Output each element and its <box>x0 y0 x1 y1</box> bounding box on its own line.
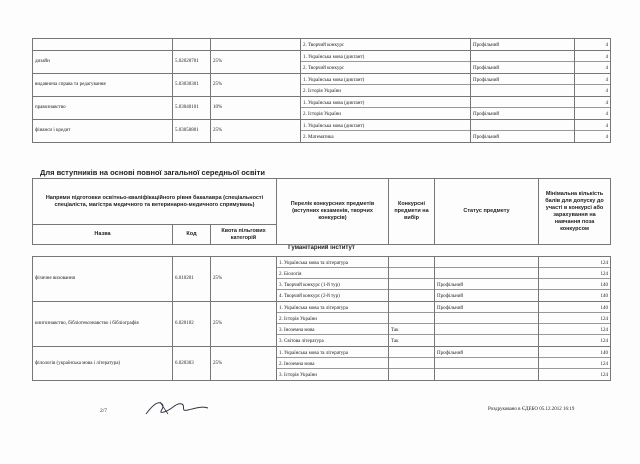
table-row <box>33 257 611 302</box>
specialty-code <box>173 39 211 51</box>
specialty-name: книгознавство, бібліотекознавство і бібліографія <box>33 302 173 347</box>
min-score <box>575 97 611 120</box>
min-score-value: 4 <box>605 135 608 140</box>
subject-status-value <box>435 313 538 324</box>
subject-status-value: Профільний <box>473 135 500 140</box>
min-score <box>575 74 611 97</box>
table-row <box>33 74 611 97</box>
subject-status-value <box>435 369 538 380</box>
admission-table <box>32 178 611 381</box>
institute-title: Гуманітарний інститут <box>33 245 611 257</box>
subject-list <box>301 74 471 97</box>
quota: 25% <box>211 120 301 143</box>
min-score <box>539 347 611 381</box>
subject-choice-value <box>389 358 434 369</box>
subject-list-value: 1. Українська мова (диктант) <box>301 51 470 62</box>
subject-list-value: 2. Історія України <box>303 112 341 117</box>
min-score-value: 4 <box>575 51 610 62</box>
subject-status-value <box>471 51 574 62</box>
subject-choice <box>389 257 435 302</box>
specialty-name: філологія (українська мова і література) <box>33 347 173 381</box>
subject-list <box>301 39 471 51</box>
specialty-name: фізичне виховання <box>33 257 173 302</box>
subject-choice-value <box>389 302 434 313</box>
subject-choice-value <box>389 268 434 279</box>
specialty-code: 6.020102 <box>173 302 211 347</box>
quota: 10% <box>211 97 301 120</box>
specialty-name <box>33 39 173 51</box>
specialty-code: 5.03040101 <box>173 97 211 120</box>
subject-list-value: 2. Творчий конкурс <box>303 43 345 48</box>
subject-choice-value <box>389 347 434 358</box>
quota <box>211 39 301 51</box>
subject-list-value: 3. Іноземна мова <box>277 324 388 335</box>
min-score <box>575 120 611 143</box>
page-number: 2/7 <box>100 408 108 414</box>
subject-status-value <box>435 335 538 346</box>
subject-status-value: Профільний <box>435 279 538 290</box>
header-direction: Напрями підготовки освітньо-кваліфікаційного рівня бакалавра (спеціальності спеціаліста, магістра медичного та ветеринарно-медичного спрямувань) <box>33 179 277 225</box>
min-score <box>575 51 611 74</box>
subject-list-value: 4. Творчий конкурс (2-й тур) <box>279 294 340 299</box>
min-score-value: 4 <box>575 120 610 131</box>
subject-choice <box>389 347 435 381</box>
specialty-name: дизайн <box>33 51 173 74</box>
subject-status-value: Профільний <box>473 43 500 48</box>
specialty-code: 6.020303 <box>173 347 211 381</box>
subject-status-value <box>471 120 574 131</box>
subject-list-value: 3. Історія України <box>279 373 317 378</box>
subject-status-value <box>471 97 574 108</box>
min-score-value: 4 <box>605 43 608 48</box>
subject-choice <box>389 302 435 347</box>
min-score <box>539 257 611 302</box>
table-row <box>33 120 611 143</box>
header-code: Код <box>173 225 211 245</box>
subject-list-value: 1. Українська мова (диктант) <box>301 120 470 131</box>
min-score-value: 140 <box>539 302 610 313</box>
specialty-code: 5.02020701 <box>173 51 211 74</box>
header-quota: Квота пільгових категорій <box>211 225 277 245</box>
min-score-value: 4 <box>575 74 610 85</box>
header-choice: Конкурсні предмети на вибір <box>389 179 435 245</box>
quota: 25% <box>211 302 277 347</box>
min-score-value: 124 <box>539 257 610 268</box>
subject-choice-value: Так <box>389 324 434 335</box>
specialty-code: 6.010201 <box>173 257 211 302</box>
min-score-value: 124 <box>539 358 610 369</box>
print-stamp: Роздруковано в ЄДЕБО 05.12.2012 16:19 <box>488 407 575 412</box>
subject-list-value: 2. Математика <box>303 135 334 140</box>
subject-choice-value <box>389 257 434 268</box>
subject-status <box>471 39 575 51</box>
subject-status-value: Профільний <box>471 74 574 85</box>
quota: 25% <box>211 51 301 74</box>
subject-choice-value <box>389 369 434 380</box>
subject-status-value: Профільний <box>473 112 500 117</box>
subject-list-value: 2. Історія України <box>277 313 388 324</box>
subject-list-value: 1. Українська мова (диктант) <box>301 97 470 108</box>
subject-choice-value <box>389 279 434 290</box>
subject-status-value <box>435 268 538 279</box>
header-name: Назва <box>33 225 173 245</box>
subject-status-value <box>435 324 538 335</box>
min-score-value: 124 <box>539 268 610 279</box>
subject-list-value: 1. Українська мова та література <box>277 302 388 313</box>
subject-choice-value <box>389 290 434 301</box>
subject-list-value: 2. Творчий конкурс <box>303 66 345 71</box>
subject-status <box>471 97 575 120</box>
subject-list <box>277 347 389 381</box>
min-score-value: 140 <box>539 347 610 358</box>
table-row <box>33 347 611 381</box>
min-score <box>539 302 611 347</box>
subject-list-value: 3. Світова література <box>279 339 324 344</box>
min-score-value: 140 <box>539 279 610 290</box>
subject-list <box>301 120 471 143</box>
specialty-name: видавнича справа та редагування <box>33 74 173 97</box>
quota: 25% <box>211 347 277 381</box>
quota: 25% <box>211 74 301 97</box>
min-score-value: 4 <box>575 97 610 108</box>
subject-list-value: 1. Українська мова та література <box>277 257 388 268</box>
subject-list-value: 1. Українська мова (диктант) <box>301 74 470 85</box>
subject-choice-value: Так <box>391 339 399 344</box>
subject-list-value: 2. Біологія <box>277 268 388 279</box>
header-status: Статус предмету <box>435 179 539 245</box>
subject-status <box>471 74 575 97</box>
min-score-value: 4 <box>605 89 608 94</box>
min-score-value: 124 <box>600 373 608 378</box>
min-score-value: 124 <box>539 324 610 335</box>
subject-list-value: 1. Українська мова та література <box>277 347 388 358</box>
subject-choice-value <box>389 313 434 324</box>
section-title: Для вступників на основі повної загальної середньої освіти <box>40 168 265 177</box>
subject-status-value <box>435 257 538 268</box>
table-row <box>33 39 611 51</box>
subject-list <box>301 51 471 74</box>
subject-list <box>277 302 389 347</box>
subject-list <box>301 97 471 120</box>
subject-status <box>435 302 539 347</box>
specialty-code: 5.03050801 <box>173 120 211 143</box>
quota: 25% <box>211 257 277 302</box>
subject-list-value: 3. Творчий конкурс (1-й тур) <box>277 279 388 290</box>
signature-icon <box>142 396 212 418</box>
subject-status-value: Профільний <box>435 347 538 358</box>
subject-status-value: Профільний <box>435 302 538 313</box>
subject-status-value <box>471 85 574 96</box>
specialty-name: правознавство <box>33 97 173 120</box>
min-score <box>575 39 611 51</box>
table-row <box>33 97 611 120</box>
min-score-value: 4 <box>605 66 608 71</box>
subject-list-value: 2. Історія України <box>303 89 341 94</box>
header-subjects: Перелік конкурсних предметів (вступних екзаменів, творчих конкурсів) <box>277 179 389 245</box>
subject-status <box>471 51 575 74</box>
min-score-value: 140 <box>600 294 608 299</box>
subject-list <box>277 257 389 302</box>
subject-status <box>435 257 539 302</box>
subject-status-value: Профільний <box>473 66 500 71</box>
table-row <box>33 51 611 74</box>
top-table <box>32 38 611 143</box>
specialty-name: фінанси і кредит <box>33 120 173 143</box>
min-score-value: 124 <box>600 339 608 344</box>
subject-status <box>435 347 539 381</box>
min-score-value: 4 <box>605 112 608 117</box>
header-min: Мінімальна кількість балів для допуску до участі в конкурсі або зарахування на навчання поза конкурсом <box>539 179 611 245</box>
subject-list-value: 2. Іноземна мова <box>277 358 388 369</box>
subject-status <box>471 120 575 143</box>
specialty-code: 5.03030301 <box>173 74 211 97</box>
min-score-value: 124 <box>539 313 610 324</box>
table-row <box>33 302 611 347</box>
subject-status-value: Профільний <box>437 294 464 299</box>
subject-status-value <box>435 358 538 369</box>
